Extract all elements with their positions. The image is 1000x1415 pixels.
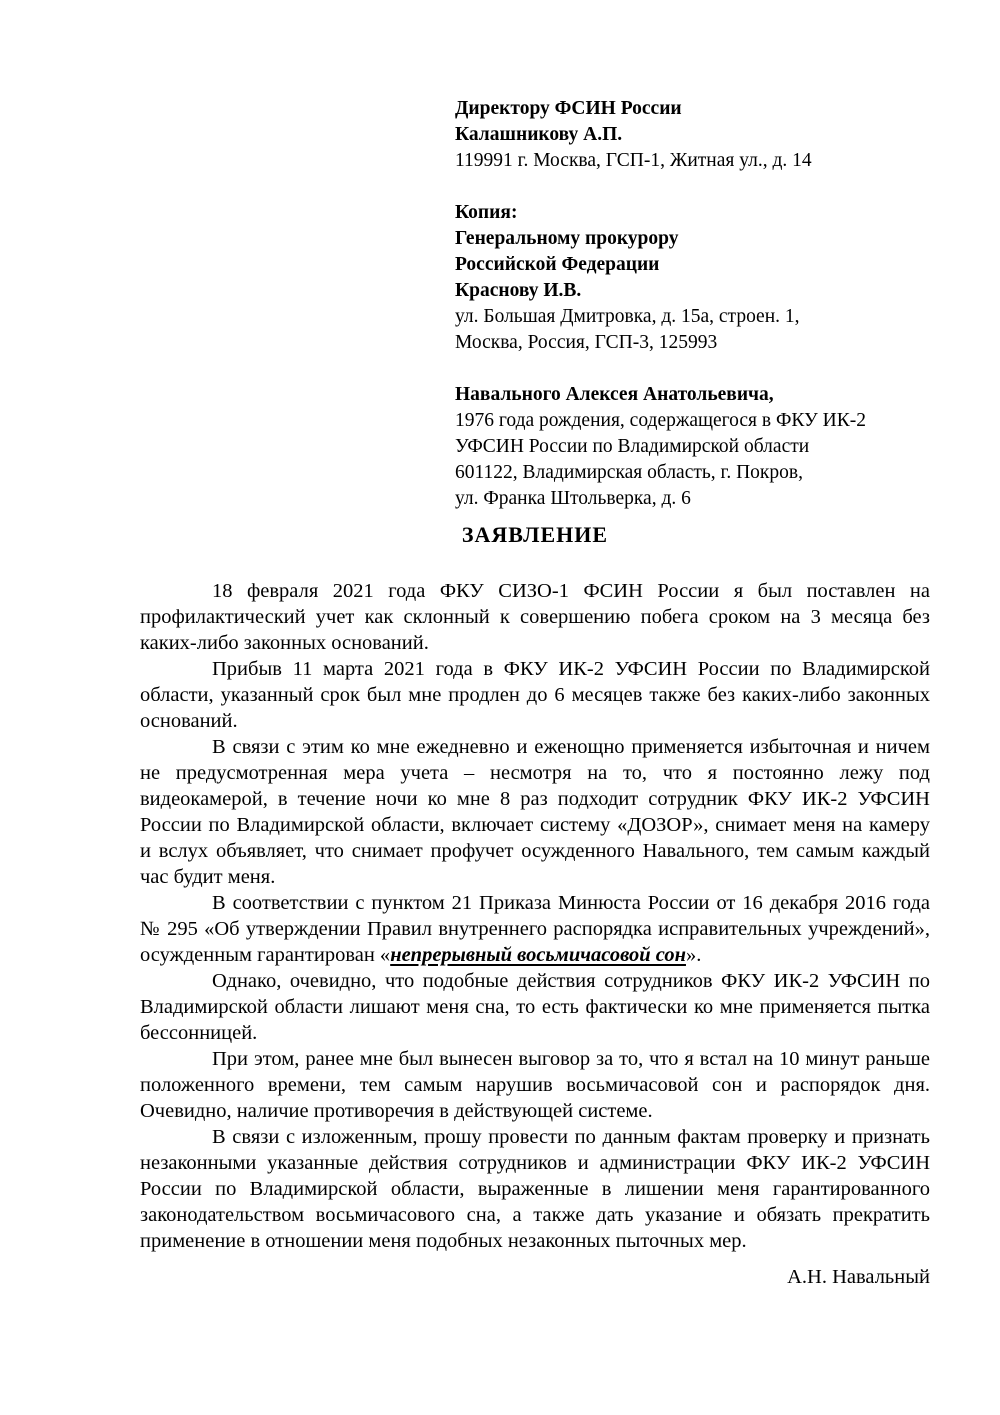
paragraph — [140, 890, 930, 968]
copy-block — [455, 200, 930, 356]
signature: А.Н. Навальный — [787, 1266, 930, 1288]
copy-label: Копия: — [455, 202, 518, 223]
emphasized-phrase: непрерывный восьмичасовой сон — [390, 944, 686, 966]
paragraph: При этом, ранее мне был вынесен выговор за то, что я встал на 10 минут раньше положенного времени, тем самым нарушив восьмичасовой сон и распорядок дня. Очевидно, наличие противоречия в действующей системе. — [140, 1048, 930, 1122]
addressee-block — [455, 96, 930, 174]
paragraph: Однако, очевидно, что подобные действия сотрудников ФКУ ИК-2 УФСИН по Владимирской области лишают меня сна, то есть фактически ко мне применяется пытка бессонницей. — [140, 970, 930, 1044]
applicant-line: 1976 года рождения, содержащегося в ФКУ ИК-2 — [455, 410, 867, 431]
paragraph: Прибыв 11 марта 2021 года в ФКУ ИК-2 УФСИН России по Владимирской области, указанный срок был мне продлен до 6 месяцев также без каких-либо законных оснований. — [140, 658, 930, 732]
applicant-block — [455, 382, 930, 512]
copy-address-line: Москва, Россия, ГСП-3, 125993 — [455, 332, 718, 353]
applicant-address-line: ул. Франка Штольверка, д. 6 — [455, 488, 691, 509]
paragraph: В связи с этим ко мне ежедневно и еженощно применяется избыточная и ничем не предусмотренная мера учета – несмотря на то, что я постоянно лежу под видеокамерой, в течение ночи ко мне 8 раз подходит сотрудник ФКУ ИК-2 УФСИН России по Владимирской области, включает систему «ДОЗОР», снимает меня на камеру и вслух объявляет, что снимает профучет осужденного Навального, тем самым каждый час будит меня. — [140, 736, 930, 888]
paragraph: В связи с изложенным, прошу провести по данным фактам проверку и признать незаконными указанные действия сотрудников и администрации ФКУ ИК-2 УФСИН России по Владимирской области, выраженные в лишении меня гарантированного законодательством восьмичасового сна, а также дать указание и обязать прекратить применение в отношении меня подобных незаконных пыточных мер. — [140, 1126, 930, 1252]
copy-address-line: ул. Большая Дмитровка, д. 15а, строен. 1, — [455, 306, 800, 327]
copy-line: Генеральному прокурору — [455, 228, 679, 249]
addressee-line: Калашникову А.П. — [455, 124, 623, 145]
applicant-address-line: 601122, Владимирская область, г. Покров, — [455, 462, 803, 483]
applicant-name-line: Навального Алексея Анатольевича, — [455, 384, 774, 405]
copy-line: Российской Федерации — [455, 254, 660, 275]
statement-body — [140, 578, 930, 1254]
addressee-line: Директору ФСИН России — [455, 98, 682, 119]
paragraph-text: ». — [685, 944, 702, 966]
applicant-line: УФСИН России по Владимирской области — [455, 436, 810, 457]
statement-title: ЗАЯВЛЕНИЕ — [461, 522, 609, 547]
copy-line: Краснову И.В. — [455, 280, 582, 301]
paragraph: 18 февраля 2021 года ФКУ СИЗО-1 ФСИН России я был поставлен на профилактический учет как склонный к совершению побега сроком на 3 месяца без каких-либо законных оснований. — [140, 580, 930, 654]
paragraph-text: В соответствии с пунктом 21 Приказа Минюста России от 16 декабря 2016 года № 295 «Об утверждении Правил внутреннего распорядка исправительных учреждений», осужденным гарантирован « — [140, 892, 930, 966]
addressee-address-line: 119991 г. Москва, ГСП-1, Житная ул., д. 14 — [455, 150, 812, 171]
